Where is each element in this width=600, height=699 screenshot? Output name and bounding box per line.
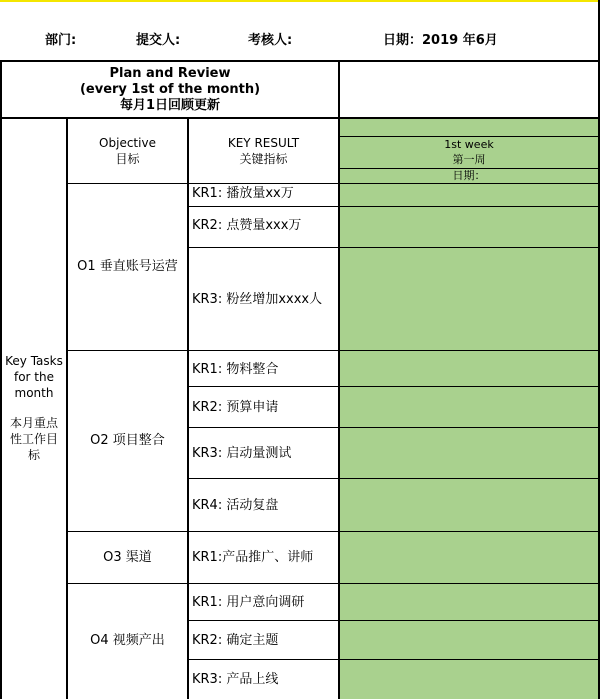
grid-line	[0, 60, 600, 62]
kr-header-cn: 关键指标	[239, 152, 288, 166]
plan-review-cn: 每月1日回顾更新	[119, 98, 221, 113]
grid-line	[187, 620, 339, 621]
key-result: KR2: 确定主题	[192, 633, 279, 648]
objective-label: O2 项目整合	[90, 433, 165, 448]
grid-line	[187, 478, 339, 479]
grid-line	[340, 183, 598, 184]
key-result: KR1: 用户意向调研	[192, 595, 305, 610]
grid-line	[66, 531, 339, 532]
week-header: 1st week	[444, 138, 494, 151]
week-date: 日期：	[452, 169, 486, 182]
grid-line	[340, 206, 598, 207]
date-label: 日期：2019 年6月	[383, 33, 498, 48]
key-tasks-label: Key Tasks	[5, 354, 63, 368]
objective-label: O1 垂直账号运营	[77, 259, 178, 274]
grid-line	[340, 386, 598, 387]
grid-line	[187, 206, 339, 207]
key-result: KR2: 点赞量xxx万	[192, 218, 302, 233]
objective-header-cn: 目标	[115, 152, 140, 166]
grid-line	[187, 427, 339, 428]
grid-line	[187, 247, 339, 248]
key-result: KR3: 启动量测试	[192, 446, 292, 461]
key-tasks-label-cn: 标	[27, 448, 40, 462]
grid-line	[66, 350, 339, 351]
reviewer-label: 考核人:	[248, 33, 293, 48]
grid-line	[340, 583, 598, 584]
grid-line	[340, 478, 598, 479]
grid-line	[340, 247, 598, 248]
objective-label: O3 渠道	[103, 550, 152, 565]
grid-line	[0, 117, 600, 119]
top-border	[0, 0, 600, 2]
objective-label: O4 视频产出	[90, 633, 165, 648]
key-result: KR1: 物料整合	[192, 362, 279, 377]
key-result: KR3: 粉丝增加xxxx人	[192, 292, 323, 307]
kr-header: KEY RESULT	[227, 136, 300, 150]
objective-header: Objective	[99, 136, 156, 150]
plan-review-subtitle: (every 1st of the month)	[79, 82, 261, 97]
week-header-cn: 第一周	[452, 153, 486, 166]
key-result: KR2: 预算申请	[192, 400, 279, 415]
plan-review-title: Plan and Review	[109, 66, 231, 81]
key-result: KR1: 播放量xx万	[192, 186, 294, 201]
grid-line	[187, 386, 339, 387]
key-result: KR1:产品推广、讲师	[192, 550, 314, 565]
grid-line	[187, 117, 189, 699]
grid-line	[340, 350, 598, 351]
key-result: KR3: 产品上线	[192, 672, 279, 687]
key-tasks-label-cn: 性工作目	[9, 432, 58, 446]
grid-line	[66, 583, 339, 584]
grid-line	[340, 659, 598, 660]
grid-line	[340, 136, 598, 137]
grid-line	[340, 620, 598, 621]
grid-line	[66, 183, 339, 184]
key-result: KR4: 活动复盘	[192, 498, 279, 513]
key-tasks-label: month	[14, 386, 54, 400]
submitter-label: 提交人:	[136, 33, 181, 48]
key-tasks-label-cn: 本月重点	[9, 416, 58, 430]
department-label: 部门:	[45, 33, 77, 48]
grid-line	[340, 531, 598, 532]
grid-line	[187, 659, 339, 660]
grid-line	[340, 427, 598, 428]
grid-line	[66, 117, 68, 699]
key-tasks-label: for the	[13, 370, 54, 384]
